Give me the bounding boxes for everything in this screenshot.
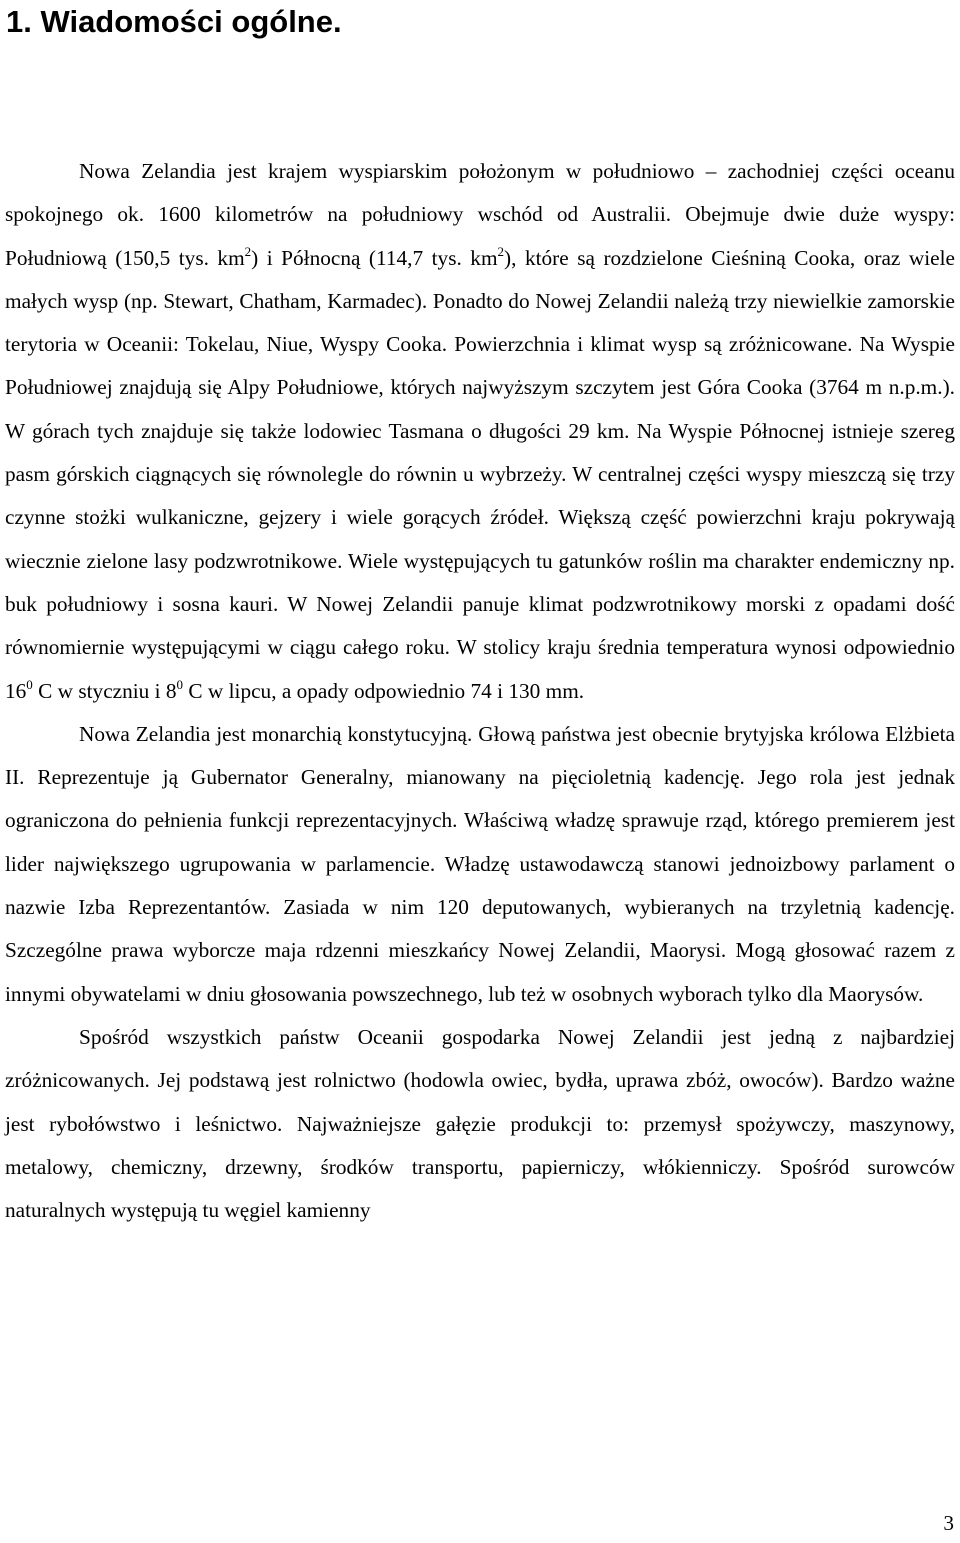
superscript: 2 xyxy=(244,243,252,259)
page-number: 3 xyxy=(943,1511,954,1535)
text-segment: Nowa Zelandia jest krajem wyspiarskim położonym w południowo – zachodniej części oceanu spokojnego ok. 1600 kilometrów na południowy wschód od Australii. Obejmuje dwie duże wyspy: Południową (150,5 tys. km xyxy=(5,159,955,270)
paragraph-economy: Spośród wszystkich państw Oceanii gospodarka Nowej Zelandii jest jedną z najbardziej zróżnicowanych. Jej podstawą jest rolnictwo (hodowla owiec, bydła, uprawa zbóż, owoców). Bardzo ważne jest rybołówstwo i leśnictwo. Najważniejsze gałęzie produkcji to: przemysł spożywczy, maszynowy, metalowy, chemiczny, drzewny, środków transportu, papierniczy, włókienniczy. Spośród surowców naturalnych występują tu węgiel kamienny xyxy=(5,1024,955,1223)
text-segment: ) i Północną (114,7 tys. km xyxy=(251,245,498,270)
text-segment: C w styczniu i 8 xyxy=(32,678,177,703)
document-body xyxy=(5,150,955,1232)
section-heading: 1. Wiadomości ogólne. xyxy=(6,4,342,39)
superscript: 0 xyxy=(176,676,184,692)
paragraph-geography xyxy=(5,150,955,713)
superscript: 2 xyxy=(497,243,505,259)
paragraph-politics: Nowa Zelandia jest monarchią konstytucyjną. Głową państwa jest obecnie brytyjska królowa Elżbieta II. Reprezentuje ją Gubernator Generalny, mianowany na pięcioletnią kadencję. Jego rola jest jednak ograniczona do pełnienia funkcji reprezentacyjnych. Właściwą władzę sprawuje rząd, którego premierem jest lider największego ugrupowania w parlamencie. Władzę ustawodawczą stanowi jednoizbowy parlament o nazwie Izba Reprezentantów. Zasiada w nim 120 deputowanych, wybieranych na trzyletnią kadencję. Szczególne prawa wyborcze maja rdzenni mieszkańcy Nowej Zelandii, Maorysi. Mogą głosować razem z innymi obywatelami w dniu głosowania powszechnego, lub też w osobnych wyborach tylko dla Maorysów. xyxy=(5,721,955,1006)
text-segment: ), które są rozdzielone Cieśniną Cooka, oraz wiele małych wysp (np. Stewart, Chatham, Karmadec). Ponadto do Nowej Zelandii należą trzy niewielkie zamorskie terytoria w Oceanii: Tokelau, Niue, Wyspy Cooka. Powierzchnia i klimat wysp są zróżnicowane. Na Wyspie Południowej znajdują się Alpy Południowe, których najwyższym szczytem jest Góra Cooka (3764 m n.p.m.). W górach tych znajduje się także lodowiec Tasmana o długości 29 km. Na Wyspie Północnej istnieje szereg pasm górskich ciągnących się równolegle do równin u wybrzeży. W centralnej części wyspy mieszczą się trzy czynne stożki wulkaniczne, gejzery i wiele gorących źródeł. Większą część powierzchni kraju pokrywają wiecznie zielone lasy podzwrotnikowe. Wiele występujących tu gatunków roślin ma charakter endemiczny np. buk południowy i sosna kauri. W Nowej Zelandii panuje klimat podzwrotnikowy morski z opadami dość równomiernie występującymi w ciągu całego roku. W stolicy kraju średnia temperatura wynosi odpowiednio 16 xyxy=(5,245,955,703)
text-segment: C w lipcu, a opady odpowiednio 74 i 130 mm. xyxy=(183,678,585,703)
superscript: 0 xyxy=(26,676,33,692)
